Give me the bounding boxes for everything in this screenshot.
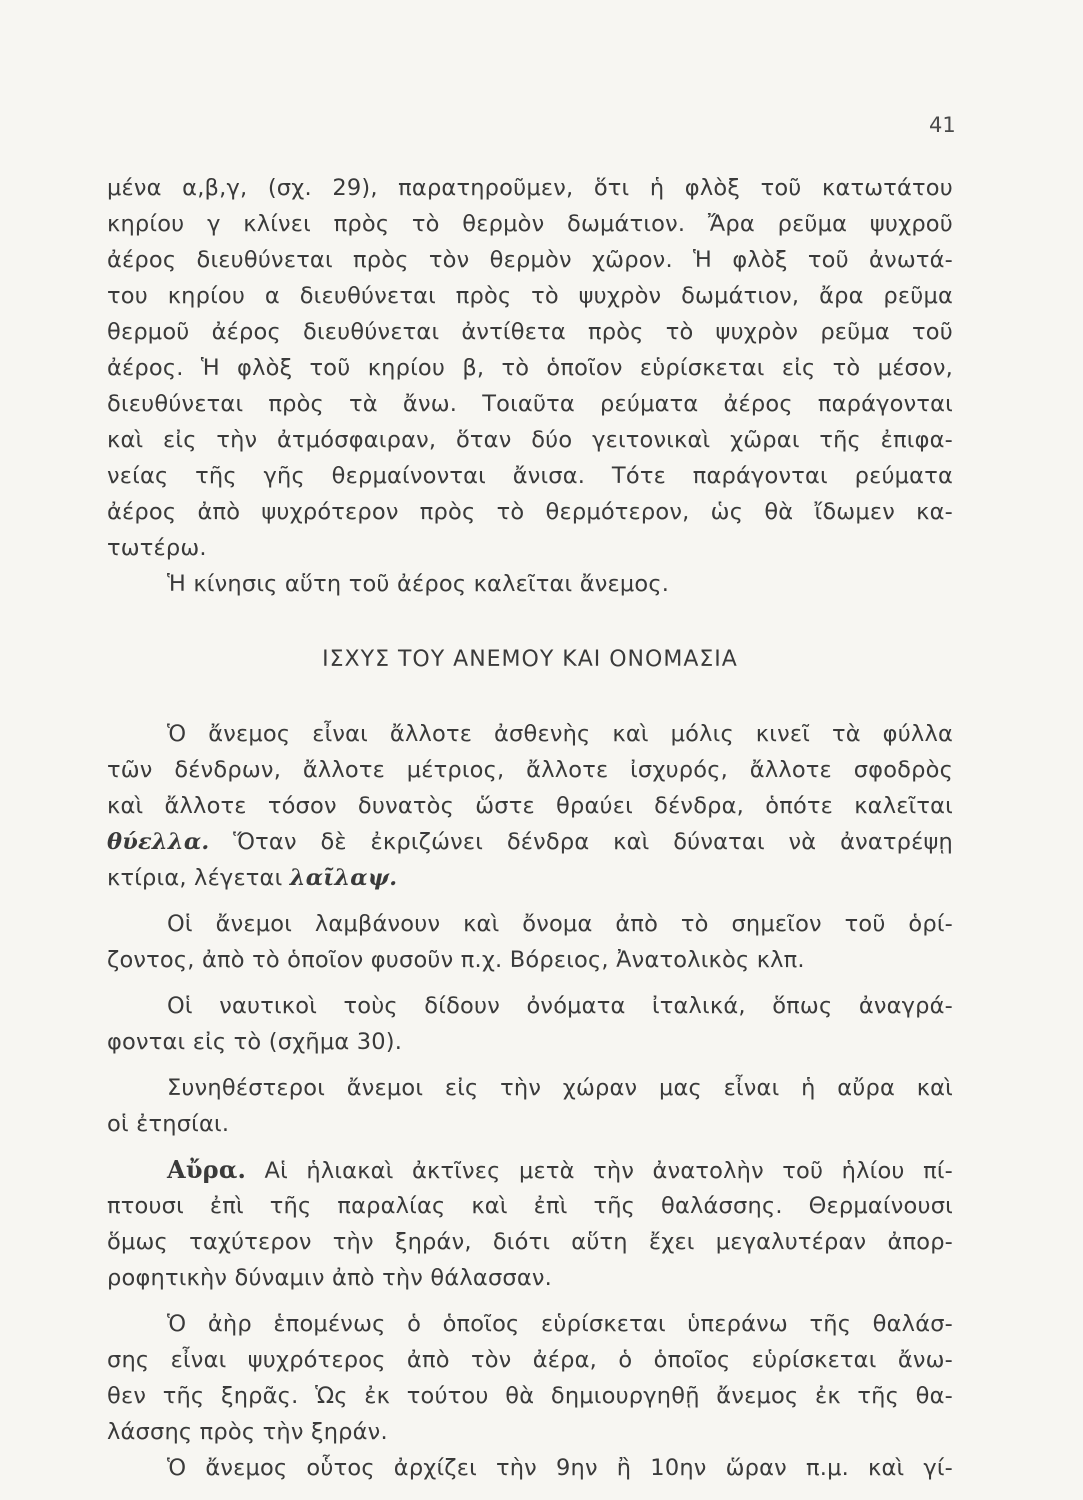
paragraph-8 xyxy=(107,1306,953,1450)
paragraph-3 xyxy=(107,716,953,896)
text-line: Συνηθέστεροι ἄνεμοι εἰς τὴν χώραν μας εἶναι ἡ αὔρα καὶ xyxy=(167,1075,953,1101)
text-line xyxy=(107,860,953,896)
text-line: καὶ εἰς τὴν ἀτμόσφαιραν, ὅταν δύο γειτονικαὶ χῶραι τῆς ἐπιφα- xyxy=(107,427,953,453)
text-line: τῶν δένδρων, ἄλλοτε μέτριος, ἄλλοτε ἰσχυρός, ἄλλοτε σφοδρὸς xyxy=(107,757,953,783)
text-line: καὶ ἄλλοτε τόσον δυνατὸς ὥστε θραύει δένδρα, ὁπότε καλεῖται xyxy=(107,793,953,819)
text-line: Ἡ κίνησις αὕτη τοῦ ἀέρος καλεῖται ἄνεμος. xyxy=(167,571,670,597)
page-number: 41 xyxy=(929,113,956,137)
text-line: θεν τῆς ξηρᾶς. Ὡς ἐκ τούτου θὰ δημιουργηθῇ ἄνεμος ἐκ τῆς θα- xyxy=(107,1383,953,1409)
text-line: ἀέρος διευθύνεται πρὸς τὸν θερμὸν χῶρον. Ἡ φλὸξ τοῦ ἀνωτά- xyxy=(107,247,953,273)
spacer xyxy=(107,978,953,988)
term-lailaps: λαῖλαψ. xyxy=(289,865,398,891)
text-line: ροφητικὴν δύναμιν ἀπὸ τὴν θάλασσαν. xyxy=(107,1265,553,1291)
paragraph-6 xyxy=(107,1070,953,1142)
paragraph-4 xyxy=(107,906,953,978)
text-line: ἀέρος. Ἡ φλὸξ τοῦ κηρίου β, τὸ ὁποῖον εὑρίσκεται εἰς τὸ μέσον, xyxy=(107,355,953,381)
text-line: του κηρίου α διευθύνεται πρὸς τὸ ψυχρὸν δωμάτιον, ἄρα ρεῦμα xyxy=(107,283,953,309)
term-avra: Αὔρα. xyxy=(167,1155,247,1184)
paragraph-9 xyxy=(107,1450,953,1486)
spacer xyxy=(107,896,953,906)
paragraph-5 xyxy=(107,988,953,1060)
text-line: μένα α,β,γ, (σχ. 29), παρατηροῦμεν, ὅτι ἡ φλὸξ τοῦ κατωτάτου xyxy=(107,175,953,201)
text-run: Αἱ ἡλιακαὶ ἀκτῖνες μετὰ τὴν ἀνατολὴν τοῦ ἡλίου πί- xyxy=(246,1158,953,1184)
text-line: οἱ ἐτησίαι. xyxy=(107,1111,230,1137)
text-line: Ὁ ἀὴρ ἑπομένως ὁ ὁποῖος εὑρίσκεται ὑπεράνω τῆς θαλάσ- xyxy=(167,1311,953,1337)
text-line: πτουσι ἐπὶ τῆς παραλίας καὶ ἐπὶ τῆς θαλάσσης. Θερμαίνουσι xyxy=(107,1193,953,1219)
text-line: θερμοῦ ἀέρος διευθύνεται ἀντίθετα πρὸς τὸ ψυχρὸν ρεῦμα τοῦ xyxy=(107,319,953,345)
text-line: ὅμως ταχύτερον τὴν ξηράν, διότι αὕτη ἔχει μεγαλυτέραν ἀπορ- xyxy=(107,1229,953,1255)
spacer xyxy=(107,1060,953,1070)
text-line: λάσσης πρὸς τὴν ξηράν. xyxy=(107,1419,388,1445)
text-line: τωτέρω. xyxy=(107,535,207,561)
text-run: Ὅταν δὲ ἐκριζώνει δένδρα καὶ δύναται νὰ ἀνατρέψῃ xyxy=(209,829,953,855)
text-run: κτίρια, λέγεται xyxy=(107,865,290,891)
paragraph-1 xyxy=(107,170,953,566)
text-line: Οἱ ναυτικοὶ τοὺς δίδουν ὀνόματα ἰταλικά, ὅπως ἀναγρά- xyxy=(167,993,953,1019)
spacer xyxy=(107,1296,953,1306)
text-line: Ὁ ἄνεμος οὗτος ἀρχίζει τὴν 9ην ἢ 10ην ὥραν π.μ. καὶ γί- xyxy=(167,1455,953,1481)
text-line: κηρίου γ κλίνει πρὸς τὸ θερμὸν δωμάτιον. Ἄρα ρεῦμα ψυχροῦ xyxy=(107,211,953,237)
text-line: Ὁ ἄνεμος εἶναι ἄλλοτε ἀσθενὴς καὶ μόλις κινεῖ τὰ φύλλα xyxy=(167,721,953,747)
section-heading: ΙΣΧΥΣ ΤΟΥ ΑΝΕΜΟΥ ΚΑΙ ΟΝΟΜΑΣΙΑ xyxy=(322,647,738,672)
term-thyella: θύελλα. xyxy=(107,829,210,855)
text-line: φονται εἰς τὸ (σχῆμα 30). xyxy=(107,1029,403,1055)
spacer xyxy=(107,1142,953,1152)
paragraph-7 xyxy=(107,1152,953,1296)
text-line: ζοντος, ἀπὸ τὸ ὁποῖον φυσοῦν π.χ. Βόρειος, Ἀνατολικὸς κλπ. xyxy=(107,947,805,973)
text-line: ἀέρος ἀπὸ ψυχρότερον πρὸς τὸ θερμότερον, ὡς θὰ ἴδωμεν κα- xyxy=(107,499,953,525)
text-line xyxy=(107,824,953,860)
text-line: νείας τῆς γῆς θερμαίνονται ἄνισα. Τότε παράγονται ρεύματα xyxy=(107,463,953,489)
text-line: σης εἶναι ψυχρότερος ἀπὸ τὸν ἀέρα, ὁ ὁποῖος εὑρίσκεται ἄνω- xyxy=(107,1347,953,1373)
paragraph-2 xyxy=(107,566,953,602)
text-line xyxy=(107,1152,953,1188)
text-line: διευθύνεται πρὸς τὰ ἄνω. Τοιαῦτα ρεύματα ἀέρος παράγονται xyxy=(107,391,953,417)
text-line: Οἱ ἄνεμοι λαμβάνουν καὶ ὄνομα ἀπὸ τὸ σημεῖον τοῦ ὁρί- xyxy=(167,911,953,937)
body-text xyxy=(107,170,953,1486)
